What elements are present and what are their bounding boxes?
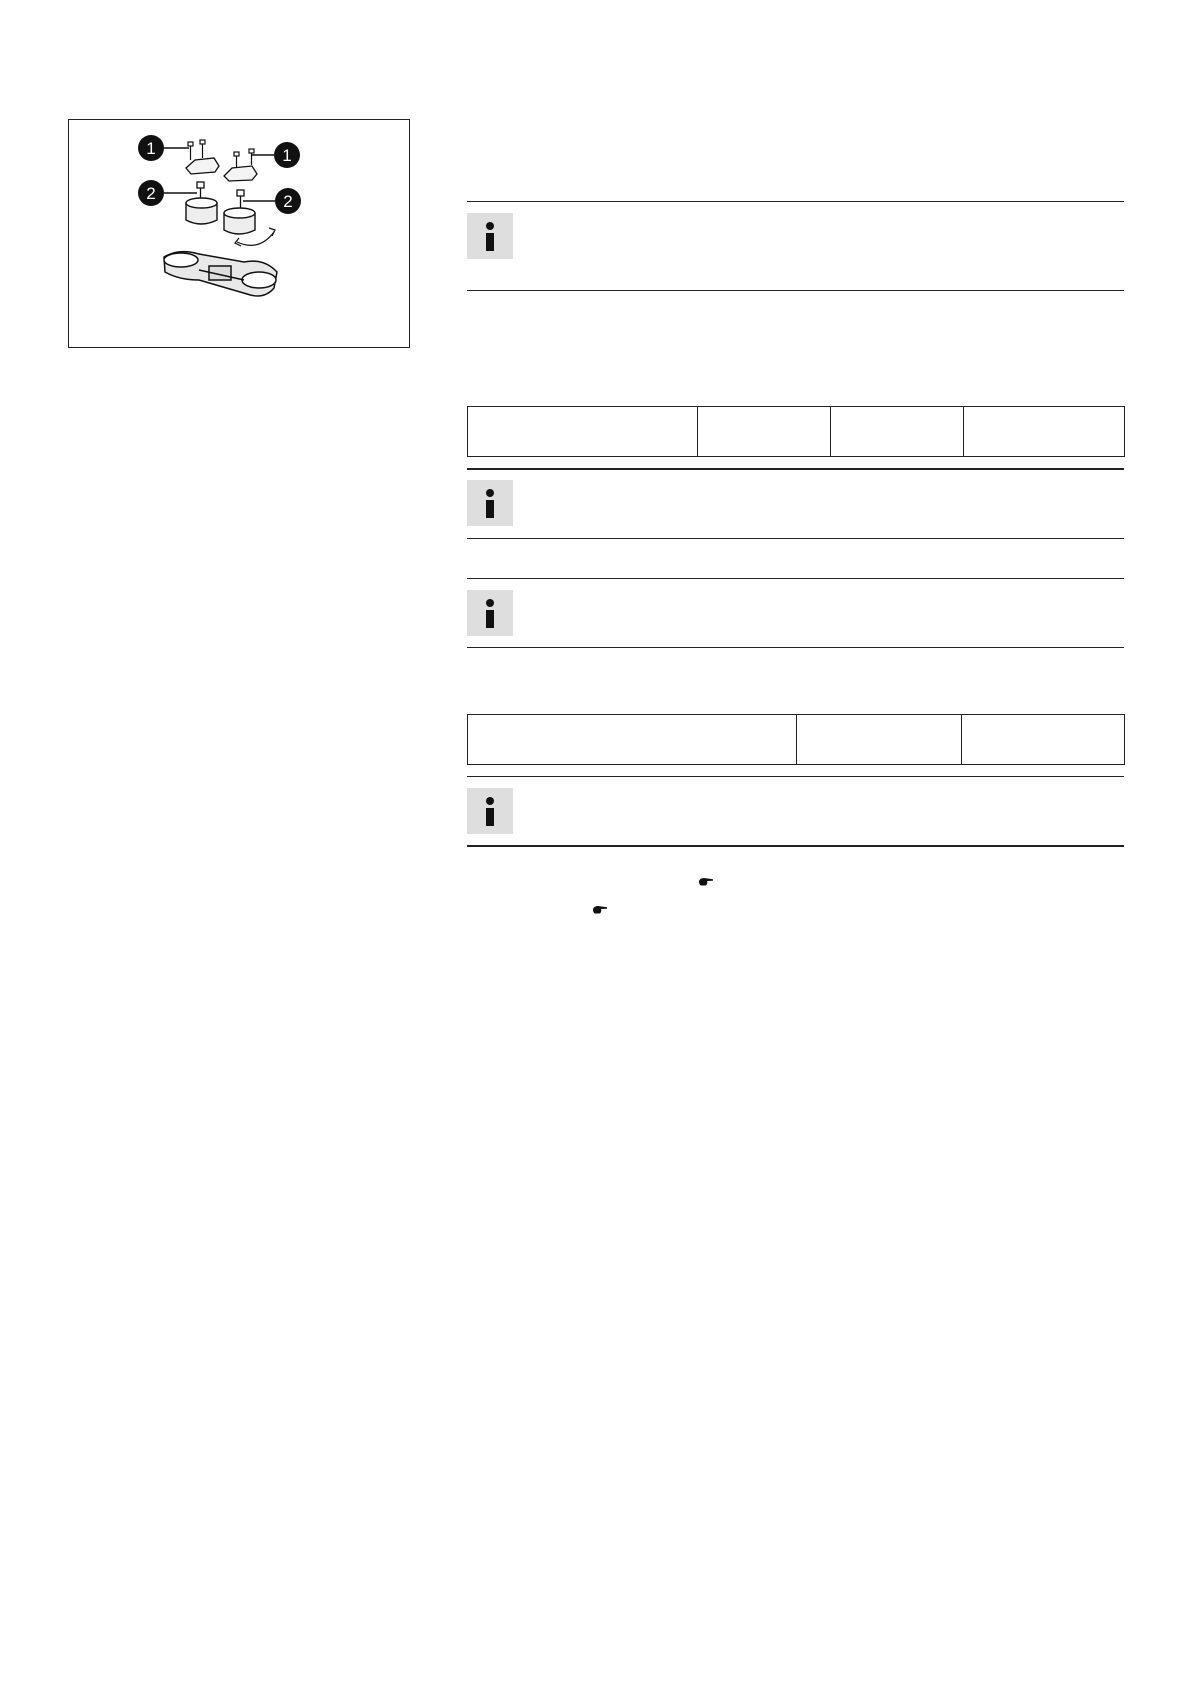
note-3-bottom-rule — [467, 647, 1124, 648]
spec-table-1-cell — [698, 407, 831, 457]
pointing-hand-icon[interactable] — [592, 904, 608, 918]
info-icon — [467, 213, 513, 259]
spec-table-2 — [467, 714, 1125, 765]
callout-1-right-label: 1 — [282, 146, 292, 165]
callout-2-left-label: 2 — [146, 184, 156, 203]
pointing-hand-icon[interactable] — [698, 876, 714, 890]
spec-table-2-cell — [797, 715, 962, 765]
info-icon — [467, 788, 513, 834]
callout-1-left-label: 1 — [146, 139, 156, 158]
spec-table-1-cell — [468, 407, 698, 457]
note-4-top-rule — [467, 776, 1124, 777]
note-2-top-rule — [467, 468, 1124, 470]
spec-table-1-cell — [831, 407, 964, 457]
note-3-top-rule — [467, 578, 1124, 579]
note-1-top-rule — [467, 201, 1124, 202]
info-icon — [467, 590, 513, 636]
note-2-bottom-rule — [467, 538, 1124, 539]
note-1-bottom-rule — [467, 290, 1124, 291]
handlebar-clamp-figure — [68, 119, 410, 348]
spec-table-2-cell — [468, 715, 797, 765]
callout-2-right-label: 2 — [283, 192, 293, 211]
handlebar-clamp-diagram — [69, 120, 409, 347]
note-4-bottom-rule — [467, 845, 1124, 847]
spec-table-1 — [467, 406, 1125, 457]
spec-table-1-cell — [964, 407, 1125, 457]
info-icon — [467, 480, 513, 526]
spec-table-2-cell — [962, 715, 1125, 765]
